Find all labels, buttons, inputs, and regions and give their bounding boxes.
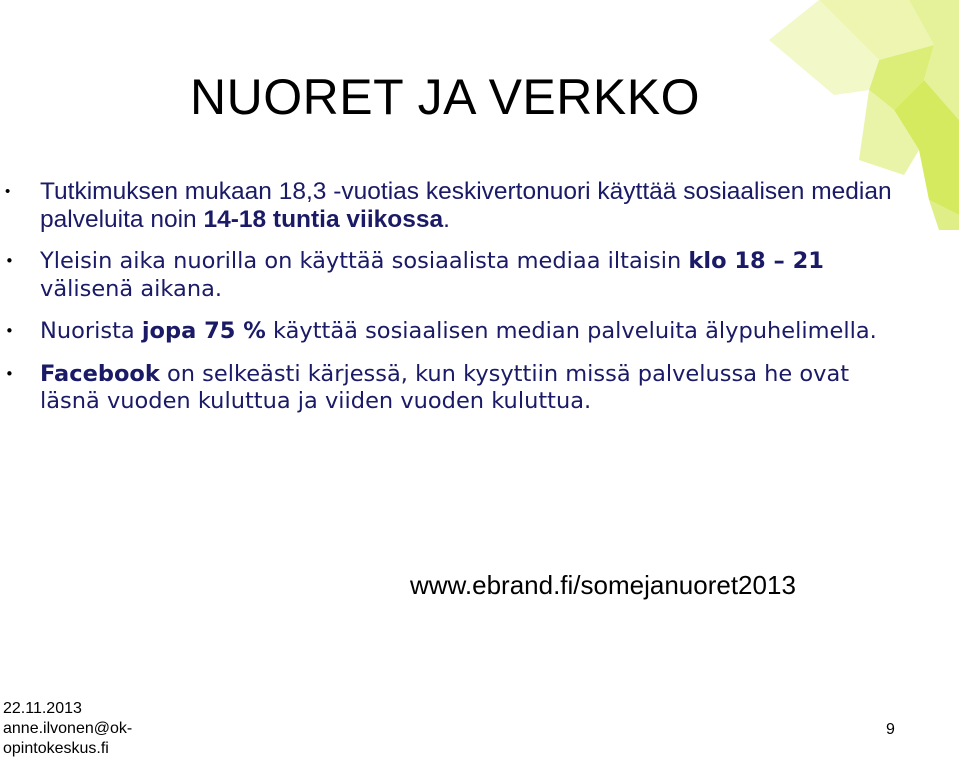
bullet-text: Tutkimuksen mukaan 18,3 -vuotias keskivertonuori käyttää sosiaalisen median palveluita noin xyxy=(40,178,892,233)
page-number: 9 xyxy=(886,721,895,738)
footer-email-line: opintokeskus.fi xyxy=(3,740,109,757)
bullet-text: välisenä aikana. xyxy=(40,275,223,302)
footer-info xyxy=(3,699,132,759)
bullet-dot-icon: • xyxy=(5,322,14,340)
footer-email-line: anne.ilvonen@ok- xyxy=(3,720,133,737)
bullet-item xyxy=(0,178,905,233)
slide-title: NUORET JA VERKKO xyxy=(190,69,700,125)
bullet-list xyxy=(0,178,905,431)
bullet-emphasis: 14-18 tuntia viikossa xyxy=(203,205,444,233)
bullet-dot-icon: • xyxy=(5,252,14,270)
bullet-text: on selkeästi kärjessä, kun kysyttiin missä palvelussa he ovat läsnä vuoden kuluttua ja viiden vuoden kuluttua. xyxy=(40,360,850,414)
bullet-text: Nuorista xyxy=(40,318,142,344)
bullet-text: Yleisin aika nuorilla on käyttää sosiaalista mediaa iltaisin xyxy=(40,248,689,274)
bullet-dot-icon: • xyxy=(5,183,11,200)
bullet-item xyxy=(0,318,905,346)
bullet-item xyxy=(0,248,905,303)
bullet-text: käyttää sosiaalisen median palveluita älypuhelimella. xyxy=(265,318,877,344)
bullet-emphasis: Facebook xyxy=(40,360,160,387)
footer-date: 22.11.2013 xyxy=(3,700,82,717)
bullet-emphasis: jopa 75 % xyxy=(141,318,266,344)
bullet-dot-icon: • xyxy=(5,364,14,383)
bullet-text: . xyxy=(443,205,450,233)
source-url: www.ebrand.fi/somejanuoret2013 xyxy=(410,570,796,600)
bullet-emphasis: klo 18 – 21 xyxy=(688,248,824,274)
bullet-item xyxy=(0,361,905,416)
